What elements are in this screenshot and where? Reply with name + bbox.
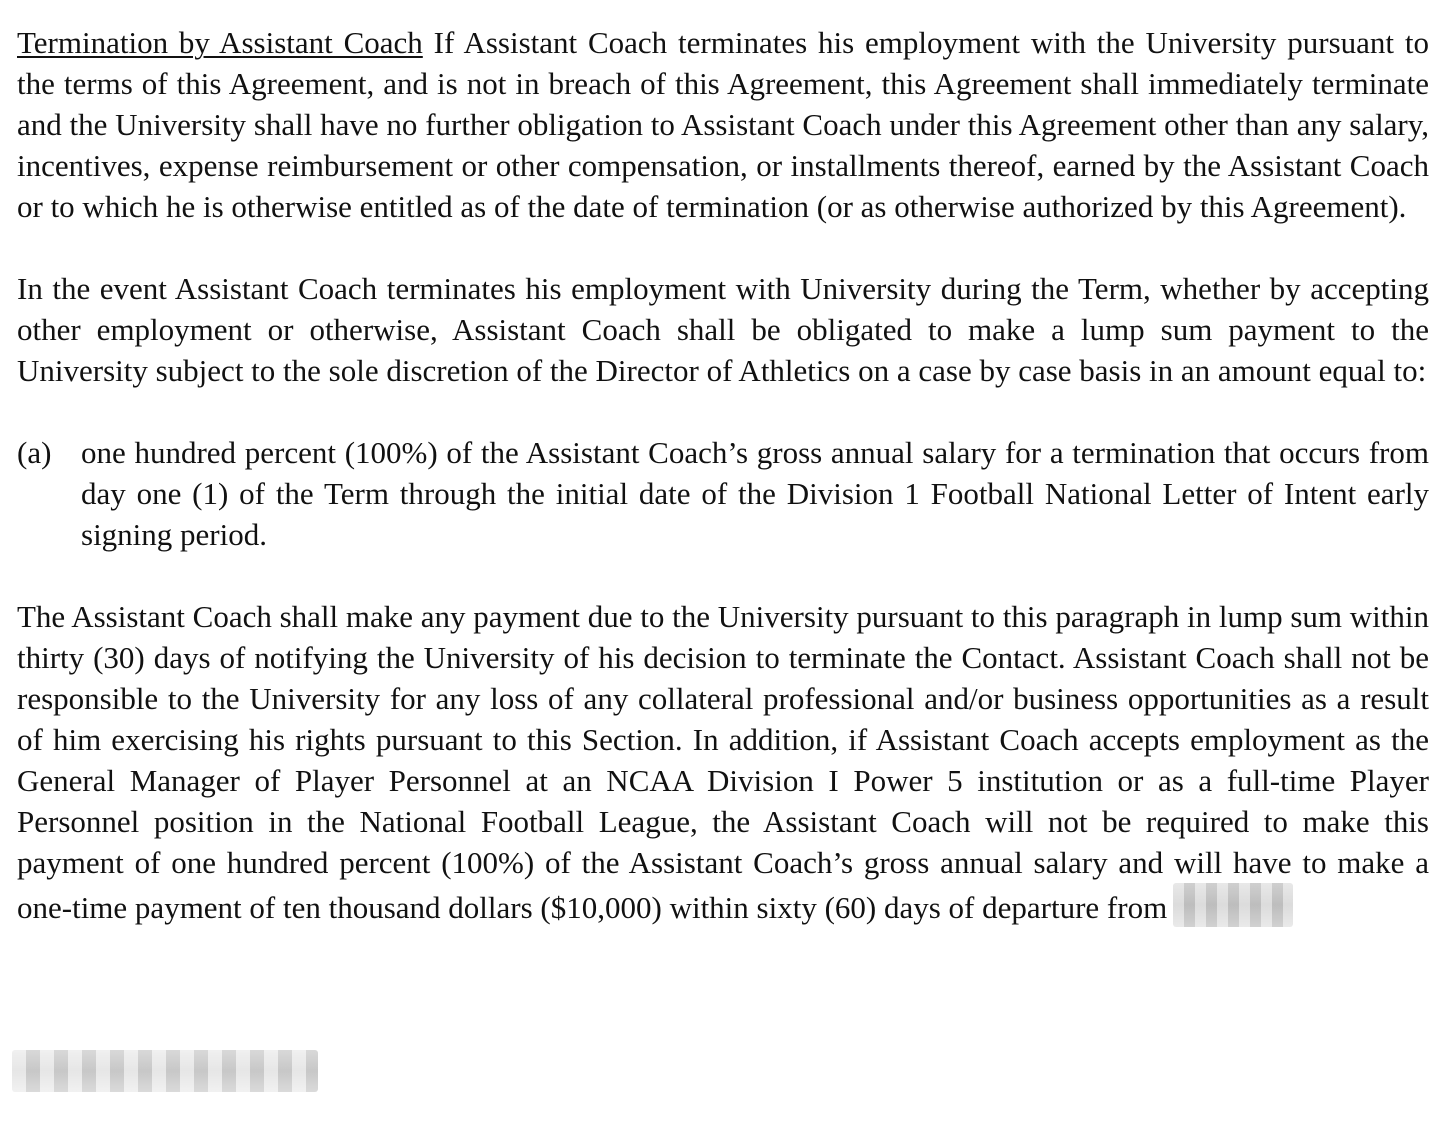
list-item-a — [17, 432, 1429, 555]
list-item-text: one hundred percent (100%) of the Assistant Coach’s gross annual salary for a termination that occurs from day one (1) of the Term through the initial date of the Division 1 Football National Letter of Intent early signing period. — [81, 435, 1429, 552]
paragraph-payment-terms — [17, 596, 1429, 928]
section-heading: Termination by Assistant Coach — [17, 25, 423, 60]
document-page — [17, 22, 1429, 969]
paragraph-lump-sum-obligation: In the event Assistant Coach terminates his employment with University during the Term, whether by accepting other employment or otherwise, Assistant Coach shall be obligated to make a lump sum payment to the University subject to the sole discretion of the Director of Athletics on a case by case basis in an amount equal to: — [17, 271, 1429, 388]
paragraph-termination-by-assistant-coach — [17, 22, 1429, 227]
redaction-block-line — [12, 1050, 318, 1092]
redaction-block — [1173, 883, 1293, 927]
paragraph-body: If Assistant Coach terminates his employment with the University pursuant to the terms of this Agreement, and is not in breach of this Agreement, this Agreement shall immediately terminate and the University shall have no further obligation to Assistant Coach under this Agreement other than any salary, incentives, expense reimbursement or other compensation, or installments thereof, earned by the Assistant Coach or to which he is otherwise entitled as of the date of termination (or as otherwise authorized by this Agreement). — [17, 25, 1429, 224]
list-item-label: (a) — [17, 435, 52, 470]
paragraph-body: The Assistant Coach shall make any payment due to the University pursuant to this paragraph in lump sum within thirty (30) days of notifying the University of his decision to terminate the Contact. Assistant Coach shall not be responsible to the University for any loss of any collateral professional and/or business opportunities as a result of him exercising his rights pursuant to this Section. In addition, if Assistant Coach accepts employment as the General Manager of Player Personnel at an NCAA Division I Power 5 institution or as a full-time Player Personnel position in the National Football League, the Assistant Coach will not be required to make this payment of one hundred percent (100%) of the Assistant Coach’s gross annual salary and will have to make a one-time payment of ten thousand dollars ($10,000) within sixty (60) days of departure from — [17, 599, 1429, 925]
